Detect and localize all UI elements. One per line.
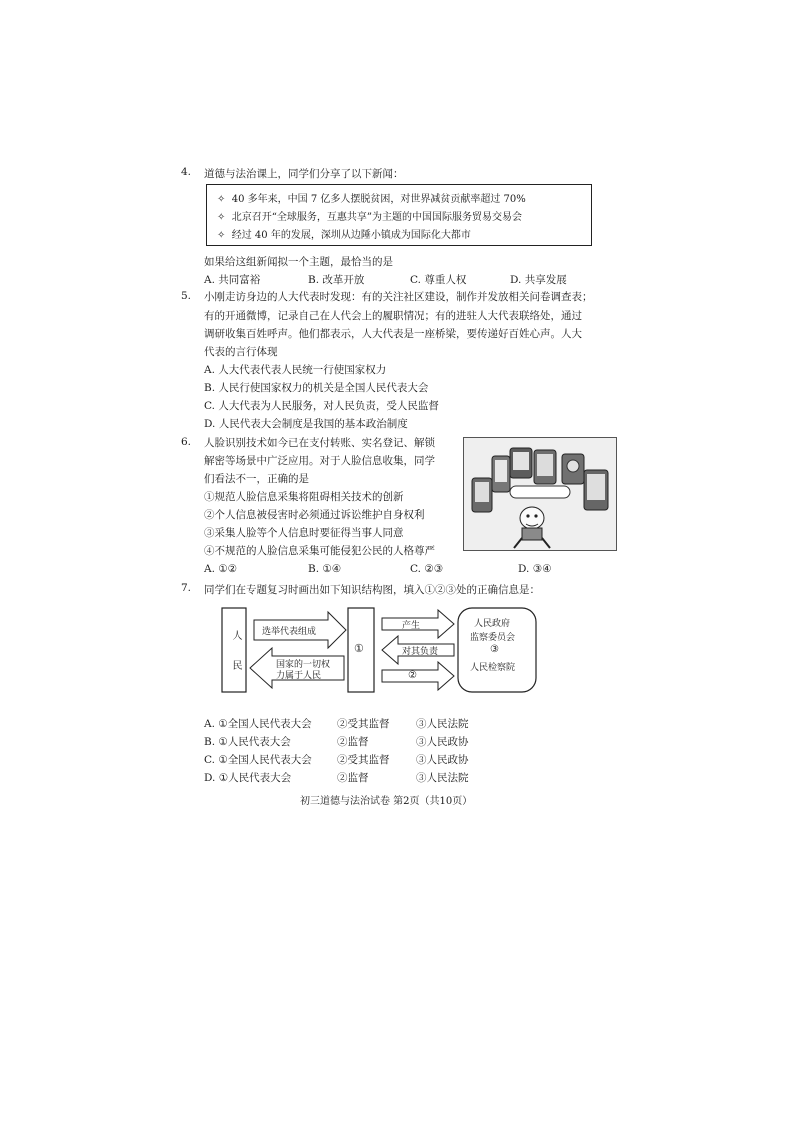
q6-option-a[interactable]: A. ①② — [204, 563, 238, 575]
q7-option-c-3: ③人民政协 — [416, 754, 469, 766]
q4-option-c[interactable]: C. 尊重人权 — [410, 274, 467, 286]
q4-option-a[interactable]: A. 共同富裕 — [204, 274, 261, 286]
news-item: ✧ 40 多年来，中国 7 亿多人摆脱贫困，对世界减贫贡献率超过 70% — [217, 194, 526, 205]
bullet-icon: ✧ — [217, 212, 226, 223]
q7-option-b[interactable]: B. ①人民代表大会 — [204, 736, 291, 748]
diagram-blank-3: ③ — [490, 644, 499, 655]
q6-stem-line: 解密等场景中广泛应用。对于人脸信息收集，同学 — [204, 455, 435, 467]
q5-stem-line: 小刚走访身边的人大代表时发现：有的关注社区建设，制作并发放相关问卷调查表； — [204, 291, 593, 303]
q7-option-d-3: ③人民法院 — [416, 772, 469, 784]
q6-stem-line: 们看法不一，正确的是 — [204, 473, 309, 485]
q7-option-a[interactable]: A. ①全国人民代表大会 — [204, 718, 312, 730]
q5-option-b[interactable]: B. 人民行使国家权力的机关是全国人民代表大会 — [204, 382, 429, 394]
news-item: ✧ 北京召开“全球服务，互惠共享”为主题的中国国际服务贸易交易会 — [217, 212, 522, 223]
knowledge-structure-diagram — [220, 606, 540, 701]
q5-stem-line: 调研收集百姓呼声。他们都表示，人大代表是一座桥梁，要传递好百姓心声。人大 — [204, 328, 582, 340]
news-item: ✧ 经过 40 年的发展，深圳从边陲小镇成为国际化大都市 — [217, 230, 471, 241]
q4-number: 4. — [181, 166, 192, 178]
diagram-arrow-elect: 选举代表组成 — [262, 627, 317, 637]
diagram-blank-2: ② — [408, 670, 417, 681]
q7-option-b-2: ②监督 — [337, 736, 369, 748]
q6-statement-4: ④不规范的人脸信息采集可能侵犯公民的人格尊严 — [204, 545, 435, 557]
face-recognition-cartoon — [463, 437, 617, 551]
bullet-icon: ✧ — [217, 194, 226, 205]
q6-statement-2: ②个人信息被侵害时必须通过诉讼维护自身权利 — [204, 509, 425, 521]
q7-stem: 同学们在专题复习时画出如下知识结构图，填入①②③处的正确信息是： — [204, 584, 540, 596]
q7-number: 7. — [181, 582, 192, 594]
q4-stem: 道德与法治课上，同学们分享了以下新闻： — [204, 168, 404, 180]
q6-number: 6. — [181, 436, 192, 448]
q5-stem-line: 代表的言行体现 — [204, 346, 278, 358]
diagram-right-item: 监察委员会 — [470, 633, 516, 643]
diagram-people-box: 人民 — [230, 630, 241, 690]
q7-option-c[interactable]: C. ①全国人民代表大会 — [204, 754, 312, 766]
q5-number: 5. — [181, 290, 192, 302]
bullet-icon: ✧ — [217, 230, 226, 241]
q6-option-d[interactable]: D. ③④ — [518, 563, 552, 575]
q7-option-d-2: ②监督 — [337, 772, 369, 784]
diagram-arrow-produce: 产生 — [402, 621, 421, 631]
diagram-arrow-power: 国家的一切权力属于人民 — [276, 660, 331, 681]
diagram-arrow-responsible: 对其负责 — [402, 647, 439, 657]
q7-option-c-2: ②受其监督 — [337, 754, 390, 766]
q7-option-a-2: ②受其监督 — [337, 718, 390, 730]
q6-option-b[interactable]: B. ①④ — [308, 563, 342, 575]
q4-option-b[interactable]: B. 改革开放 — [308, 274, 365, 286]
q5-option-c[interactable]: C. 人大代表为人民服务，对人民负责，受人民监督 — [204, 400, 439, 412]
diagram-right-item: 人民政府 — [474, 619, 511, 629]
q5-option-a[interactable]: A. 人大代表代表人民统一行使国家权力 — [204, 364, 387, 376]
q7-option-a-3: ③人民法院 — [416, 718, 469, 730]
q6-statement-3: ③采集人脸等个人信息时要征得当事人同意 — [204, 527, 404, 539]
q4-question: 如果给这组新闻拟一个主题，最恰当的是 — [204, 256, 393, 268]
q5-option-d[interactable]: D. 人民代表大会制度是我国的基本政治制度 — [204, 418, 408, 430]
q6-option-c[interactable]: C. ②③ — [410, 563, 444, 575]
page-footer: 初三道德与法治试卷 第2页（共10页） — [300, 796, 473, 807]
cartoon-illustration — [464, 438, 616, 550]
diagram-blank-1: ① — [354, 642, 364, 655]
q6-stem-line: 人脸识别技术如今已在支付转账、实名登记、解锁 — [204, 437, 435, 449]
q5-stem-line: 有的开通微博，记录自己在人代会上的履职情况；有的进驻人大代表联络处，通过 — [204, 310, 582, 322]
diagram-right-item: 人民检察院 — [470, 663, 516, 673]
q7-option-b-3: ③人民政协 — [416, 736, 469, 748]
q7-option-d[interactable]: D. ①人民代表大会 — [204, 772, 292, 784]
q6-statement-1: ①规范人脸信息采集将阻碍相关技术的创新 — [204, 491, 404, 503]
q4-option-d[interactable]: D. 共享发展 — [510, 274, 567, 286]
q4-news-box — [206, 184, 592, 246]
